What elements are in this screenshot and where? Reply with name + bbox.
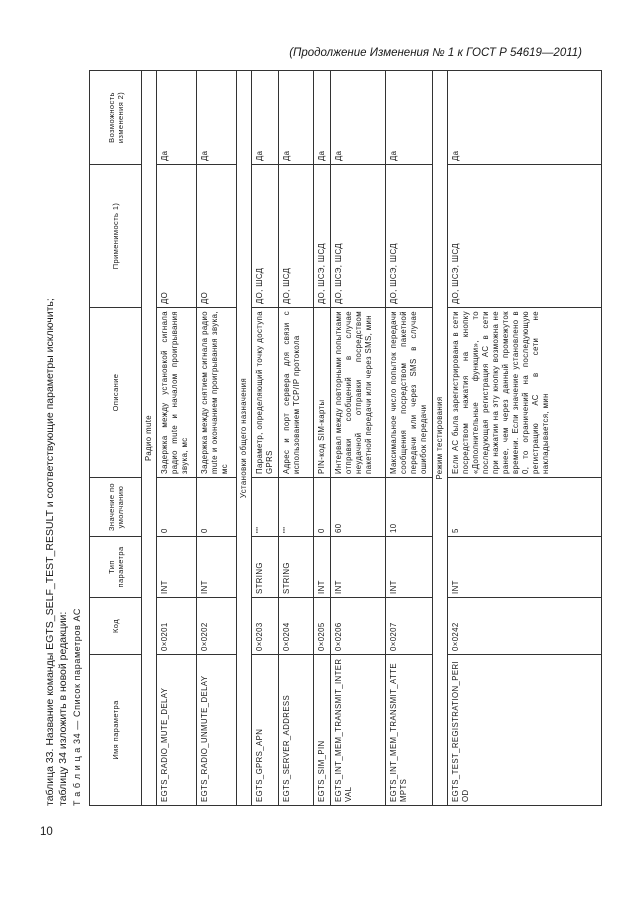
param-default: 60 bbox=[331, 478, 386, 537]
param-changeable: Да bbox=[448, 71, 602, 165]
parameters-table bbox=[89, 70, 602, 806]
param-changeable: Да bbox=[157, 71, 197, 165]
col-header-applicability: Применимость 1) bbox=[90, 165, 142, 308]
param-default: 0 bbox=[197, 478, 237, 537]
intro-line-1: таблица 33. Название команды EGTS_SELF_TEST_RESULT и соответствующие параметры исключить; bbox=[44, 298, 56, 806]
param-type: INT bbox=[331, 537, 386, 598]
param-type: INT bbox=[314, 537, 331, 598]
param-code: 0×0206 bbox=[331, 598, 386, 655]
table-row bbox=[331, 71, 386, 806]
param-description: Если АС была зарегистрирована в сети посредством нажатия на кнопку «Дополнительные функции», то последующая регистрация АС в сети при нажатии на эту кнопку возможна не ранее, чем через данный промежуток времени. Если значение установлено в 0, то ограничений на последующую регистрацию АС в сети не накладывается, мин bbox=[448, 308, 602, 478]
param-applicability: ДО bbox=[157, 165, 197, 308]
param-applicability: ДО, ШСД bbox=[279, 165, 314, 308]
param-changeable: Да bbox=[252, 71, 279, 165]
param-applicability: ДО, ШСЭ, ШСД bbox=[331, 165, 386, 308]
table-row bbox=[386, 71, 433, 806]
param-changeable: Да bbox=[197, 71, 237, 165]
col-header-default: Значение по умолчанию bbox=[90, 478, 142, 537]
param-default: 0 bbox=[157, 478, 197, 537]
param-changeable: Да bbox=[331, 71, 386, 165]
param-code: 0×0204 bbox=[279, 598, 314, 655]
param-default: "" bbox=[279, 478, 314, 537]
section-row bbox=[433, 71, 448, 806]
param-description: Задержка между снятием сигнала радио mute и окончанием проигрывания звука, мс bbox=[197, 308, 237, 478]
col-header-type: Тип параметра bbox=[90, 537, 142, 598]
param-type: INT bbox=[448, 537, 602, 598]
rotated-landscape-content bbox=[44, 66, 604, 806]
param-name: EGTS_GPRS_APN bbox=[252, 655, 279, 806]
param-description: PIN-код SIM-карты bbox=[314, 308, 331, 478]
param-name: EGTS_RADIO_UNMUTE_DELAY bbox=[197, 655, 237, 806]
param-type: INT bbox=[157, 537, 197, 598]
param-name: EGTS_TEST_REGISTRATION_PERIOD bbox=[448, 655, 602, 806]
param-applicability: ДО bbox=[197, 165, 237, 308]
intro-text bbox=[44, 66, 69, 806]
col-header-code: Код bbox=[90, 598, 142, 655]
param-applicability: ДО, ШСД bbox=[252, 165, 279, 308]
intro-line-2: таблицу 34 изложить в новой редакции: bbox=[56, 611, 69, 806]
param-applicability: ДО, ШСЭ, ШСД bbox=[386, 165, 433, 308]
param-name: EGTS_RADIO_MUTE_DELAY bbox=[157, 655, 197, 806]
param-name: EGTS_SERVER_ADDRESS bbox=[279, 655, 314, 806]
param-description: Максимальное число попыток передачи сообщения посредством пакетной передачи или через SMS в случае ошибок передачи bbox=[386, 308, 433, 478]
param-code: 0×0202 bbox=[197, 598, 237, 655]
param-description: Задержка между установкой сигнала радио mute и началом проигрывания звука, мс bbox=[157, 308, 197, 478]
param-type: STRING bbox=[252, 537, 279, 598]
param-changeable: Да bbox=[386, 71, 433, 165]
param-default: 5 bbox=[448, 478, 602, 537]
param-description: Адрес и порт сервера для связи с использованием TCP/IP протокола bbox=[279, 308, 314, 478]
param-type: INT bbox=[386, 537, 433, 598]
param-code: 0×0201 bbox=[157, 598, 197, 655]
col-header-name: Имя параметра bbox=[90, 655, 142, 806]
param-name: EGTS_INT_MEM_TRANSMIT_INTERVAL bbox=[331, 655, 386, 806]
param-name: EGTS_INT_MEM_TRANSMIT_ATTEMPTS bbox=[386, 655, 433, 806]
col-header-changeable: Возможность изменения 2) bbox=[90, 71, 142, 165]
param-type: INT bbox=[197, 537, 237, 598]
param-code: 0×0242 bbox=[448, 598, 602, 655]
section-title: Радио mute bbox=[142, 71, 157, 806]
col-header-description: Описание bbox=[90, 308, 142, 478]
continuation-header: (Продолжение Изменения № 1 к ГОСТ Р 54619—2011) bbox=[289, 47, 582, 59]
param-default: "" bbox=[252, 478, 279, 537]
section-title: Режим тестирования bbox=[433, 71, 448, 806]
param-applicability: ДО, ШСЭ, ШСД bbox=[448, 165, 602, 308]
table-row bbox=[448, 71, 602, 806]
param-applicability: ДО, ШСЭ, ШСД bbox=[314, 165, 331, 308]
param-code: 0×0207 bbox=[386, 598, 433, 655]
table-row bbox=[279, 71, 314, 806]
param-code: 0×0203 bbox=[252, 598, 279, 655]
table-row bbox=[252, 71, 279, 806]
param-changeable: Да bbox=[314, 71, 331, 165]
table-header-row bbox=[90, 71, 142, 806]
table-caption: Т а б л и ц а 34 — Список параметров АС bbox=[72, 608, 82, 806]
section-row bbox=[237, 71, 252, 806]
page-number: 10 bbox=[40, 826, 53, 838]
param-name: EGTS_SIM_PIN bbox=[314, 655, 331, 806]
param-default: 0 bbox=[314, 478, 331, 537]
param-description: Параметр, определяющий точку доступа GPRS bbox=[252, 308, 279, 478]
param-code: 0×0205 bbox=[314, 598, 331, 655]
param-changeable: Да bbox=[279, 71, 314, 165]
section-title: Установки общего назначения bbox=[237, 71, 252, 806]
param-description: Интервал между повторными попытками отправки сообщений в случае неудачной отправки посредством пакетной передачи или через SMS, мин bbox=[331, 308, 386, 478]
section-row bbox=[142, 71, 157, 806]
table-row bbox=[314, 71, 331, 806]
param-type: STRING bbox=[279, 537, 314, 598]
table-row bbox=[197, 71, 237, 806]
param-default: 10 bbox=[386, 478, 433, 537]
table-row bbox=[157, 71, 197, 806]
